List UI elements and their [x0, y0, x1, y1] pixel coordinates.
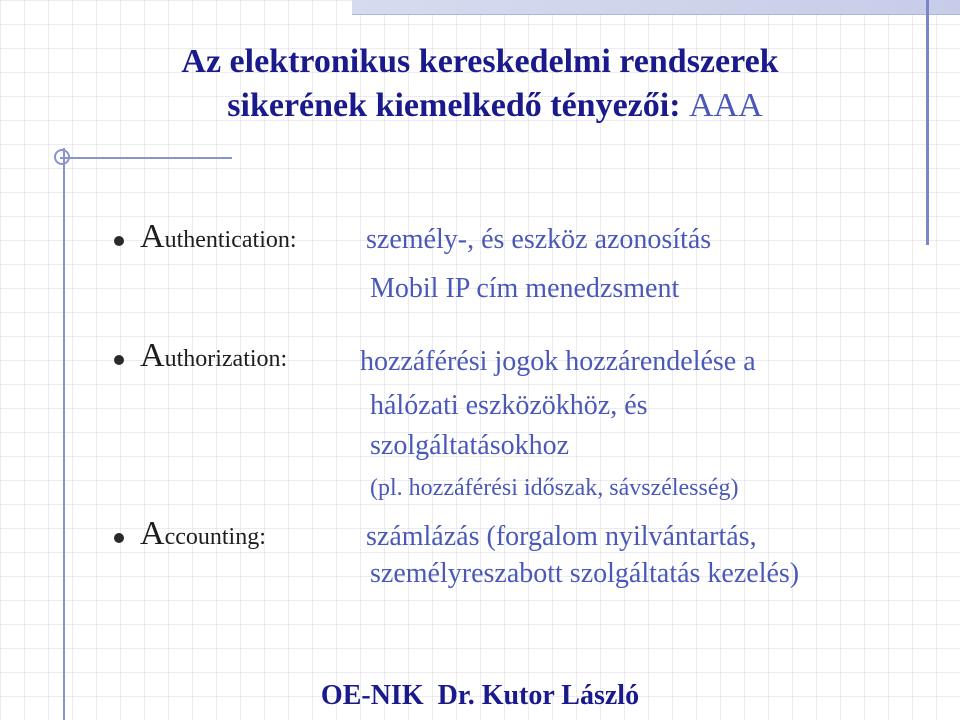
- item-line: személy-, és eszköz azonosítás: [366, 224, 712, 255]
- item-line: hálózati eszközökhöz, és: [370, 390, 648, 421]
- decor-circle: [54, 149, 70, 165]
- title-highlight: AAA: [689, 87, 763, 124]
- top-decor-strip: [352, 0, 960, 15]
- item-line: hozzáférési jogok hozzárendelése a: [360, 346, 756, 377]
- label-initial: A: [140, 515, 165, 552]
- slide-title: [0, 40, 960, 128]
- footer-org: OE-NIK: [320, 680, 424, 711]
- bullet-icon: [114, 236, 124, 246]
- label-rest: uthentication:: [164, 227, 297, 253]
- decor-horizontal-rule: [60, 157, 232, 159]
- item-line: számlázás (forgalom nyilvántartás,: [366, 521, 757, 552]
- bullet-icon: [114, 533, 124, 543]
- label-initial: A: [140, 337, 165, 374]
- label-rest: uthorization:: [164, 346, 288, 372]
- title-line-1: Az elektronikus kereskedelmi rendszerek: [181, 43, 779, 80]
- item-line: Mobil IP cím menedzsment: [370, 273, 680, 304]
- item-label-authentication: [140, 218, 297, 256]
- item-line: személyreszabott szolgáltatás kezelés): [370, 558, 800, 589]
- item-line: (pl. hozzáférési időszak, sávszélesség): [370, 475, 739, 501]
- slide-footer: [0, 680, 960, 712]
- bullet-icon: [114, 355, 124, 365]
- decor-vertical-rule: [63, 148, 65, 720]
- item-label-authorization: [140, 337, 287, 375]
- label-rest: ccounting:: [164, 524, 266, 550]
- label-initial: A: [140, 218, 165, 255]
- item-label-accounting: [140, 515, 266, 553]
- title-line-2: [0, 84, 960, 128]
- title-line-2-text: sikerének kiemelkedő tényezői:: [227, 87, 681, 124]
- footer-author: Dr. Kutor László: [437, 680, 640, 711]
- item-line: szolgáltatásokhoz: [370, 430, 570, 461]
